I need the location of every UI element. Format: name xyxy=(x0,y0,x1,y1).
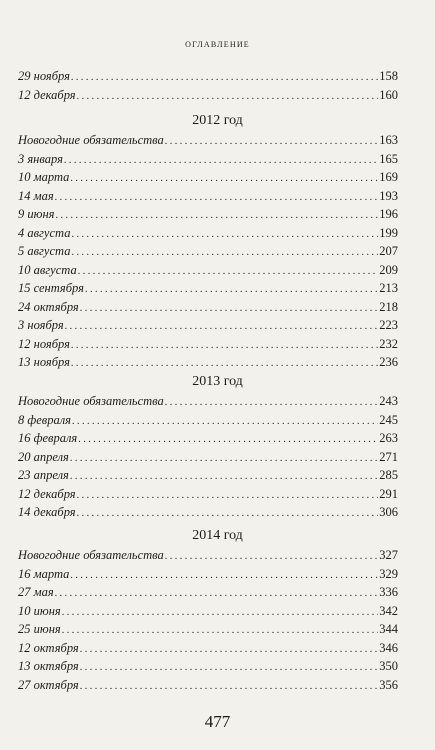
toc-entry xyxy=(18,67,398,86)
toc-entry-label: 14 мая xyxy=(18,188,54,203)
toc-entry xyxy=(18,298,398,317)
toc-entry-page: 329 xyxy=(379,566,398,581)
toc-entry-label: 16 марта xyxy=(18,566,70,581)
toc-entry-page: 160 xyxy=(379,87,398,102)
toc-entry-page: 291 xyxy=(379,486,398,501)
toc-entry-label: 9 июня xyxy=(18,207,55,221)
toc-leader-dots xyxy=(65,318,379,337)
toc-entry xyxy=(18,503,398,522)
toc-entry xyxy=(18,242,398,261)
toc-entry-page: 207 xyxy=(379,244,398,258)
toc-entry-page: 213 xyxy=(379,281,398,295)
page-number: 477 xyxy=(204,712,231,731)
toc-entry xyxy=(18,429,398,448)
toc-entry-label: 20 апреля xyxy=(18,449,69,464)
toc-entry xyxy=(18,279,398,298)
toc-entry xyxy=(18,205,398,224)
toc-section-2014 xyxy=(18,546,398,694)
toc-entry-label: 12 декабря xyxy=(18,87,76,102)
toc-entry-label: 14 декабря xyxy=(18,505,76,519)
toc-entry xyxy=(18,261,398,280)
toc-entry-page: 209 xyxy=(379,262,398,277)
toc-entry-label: 13 октября xyxy=(18,659,79,673)
toc-entry-label: 12 ноября xyxy=(18,336,70,351)
toc-entry-page: 271 xyxy=(379,449,398,464)
toc-leader-dots xyxy=(62,622,379,641)
toc-entry-page: 163 xyxy=(379,133,398,147)
toc-entry-label: 27 мая xyxy=(18,585,54,599)
toc-entry xyxy=(18,639,398,658)
toc-entry-label: 12 октября xyxy=(18,640,79,655)
toc-entry-label: 3 ноября xyxy=(18,318,64,332)
toc-entry-page: 196 xyxy=(379,207,398,221)
toc-entry-label: 15 сентября xyxy=(18,281,84,295)
toc-entry xyxy=(18,187,398,206)
toc-entry xyxy=(18,565,398,584)
toc-entry-page: 243 xyxy=(379,394,398,408)
toc-entry-page: 263 xyxy=(379,431,398,445)
toc-leader-dots xyxy=(64,152,378,171)
toc-entry-page: 285 xyxy=(379,468,398,482)
toc-entry-label: 4 августа xyxy=(18,225,71,240)
toc-leader-dots xyxy=(165,133,378,152)
toc-entry-label: 12 декабря xyxy=(18,486,76,501)
toc-leader-dots xyxy=(165,394,378,413)
toc-leader-dots xyxy=(71,337,378,356)
toc-leader-dots xyxy=(71,226,378,245)
toc-entry-page: 245 xyxy=(379,412,398,427)
toc-entry xyxy=(18,411,398,430)
toc-entry-label: 23 апреля xyxy=(18,468,69,482)
toc-entry-page: 232 xyxy=(379,336,398,351)
toc-entry xyxy=(18,466,398,485)
toc-entry-page: 236 xyxy=(379,355,398,369)
toc-entry-label: 3 января xyxy=(18,151,63,166)
toc-leader-dots xyxy=(80,678,379,697)
toc-entry xyxy=(18,583,398,602)
toc-leader-dots xyxy=(78,263,379,282)
toc-entry-label: 13 ноября xyxy=(18,355,70,369)
toc-leader-dots xyxy=(77,505,379,524)
toc-entry-label: 10 июня xyxy=(18,603,61,618)
toc-leader-dots xyxy=(70,450,378,469)
toc-leader-dots xyxy=(165,548,378,567)
toc-leader-dots xyxy=(62,604,379,623)
toc-entry-label: Новогодние обязательства xyxy=(18,133,164,147)
toc-leader-dots xyxy=(55,207,378,226)
toc-entry xyxy=(18,316,398,335)
toc-leader-dots xyxy=(71,244,378,263)
toc-leader-dots xyxy=(85,281,378,300)
toc-entry-page: 223 xyxy=(379,318,398,332)
toc-leader-dots xyxy=(80,641,379,660)
toc-entry xyxy=(18,676,398,695)
toc-leader-dots xyxy=(71,355,378,374)
toc-leader-dots xyxy=(72,413,378,432)
toc-section-carryover xyxy=(18,67,398,104)
toc-entry-page: 306 xyxy=(379,505,398,519)
toc-entry-page: 199 xyxy=(379,225,398,240)
toc-entry-page: 193 xyxy=(379,188,398,203)
toc-entry xyxy=(18,131,398,150)
toc-entry-label: 29 ноября xyxy=(18,69,70,83)
toc-entry-page: 169 xyxy=(379,170,398,184)
toc-entry-page: 158 xyxy=(379,69,398,83)
toc-entry-label: 5 августа xyxy=(18,244,71,258)
toc-entry xyxy=(18,657,398,676)
toc-entry-label: 25 июня xyxy=(18,622,61,636)
toc-entry xyxy=(18,150,398,169)
toc-entry-label: Новогодние обязательства xyxy=(18,548,164,562)
year-heading-2014: 2014 год xyxy=(192,528,243,543)
toc-entry-label: 27 октября xyxy=(18,677,79,692)
toc-leader-dots xyxy=(80,659,379,678)
toc-entry-label: 16 февраля xyxy=(18,431,78,445)
toc-leader-dots xyxy=(78,431,378,450)
toc-entry xyxy=(18,392,398,411)
toc-entry-label: 10 августа xyxy=(18,262,77,277)
toc-entry xyxy=(18,168,398,187)
toc-entry-page: 342 xyxy=(379,603,398,618)
toc-entry-page: 165 xyxy=(379,151,398,166)
toc-leader-dots xyxy=(70,170,378,189)
toc-entry-label: 10 марта xyxy=(18,170,70,184)
toc-leader-dots xyxy=(55,189,379,208)
toc-section-2013 xyxy=(18,392,398,522)
toc-entry-page: 350 xyxy=(379,659,398,673)
toc-entry-label: 8 февраля xyxy=(18,412,71,427)
toc-entry xyxy=(18,546,398,565)
toc-entry xyxy=(18,335,398,354)
toc-entry xyxy=(18,620,398,639)
toc-leader-dots xyxy=(80,300,379,319)
running-head: оглавление xyxy=(185,38,250,50)
toc-entry-page: 356 xyxy=(379,677,398,692)
toc-entry xyxy=(18,224,398,243)
toc-leader-dots xyxy=(70,468,378,487)
toc-entry-label: 24 октября xyxy=(18,299,79,314)
toc-entry xyxy=(18,448,398,467)
toc-leader-dots xyxy=(77,88,379,107)
toc-entry xyxy=(18,86,398,105)
toc-entry-page: 346 xyxy=(379,640,398,655)
toc-leader-dots xyxy=(71,69,378,88)
toc-entry xyxy=(18,485,398,504)
toc-entry-page: 344 xyxy=(379,622,398,636)
toc-leader-dots xyxy=(77,487,379,506)
toc-entry-page: 218 xyxy=(379,299,398,314)
year-heading-2012: 2012 год xyxy=(192,113,243,128)
toc-entry xyxy=(18,353,398,372)
toc-leader-dots xyxy=(70,567,378,586)
toc-entry xyxy=(18,602,398,621)
toc-entry-page: 336 xyxy=(379,585,398,599)
toc-entry-page: 327 xyxy=(379,548,398,562)
year-heading-2013: 2013 год xyxy=(192,374,243,389)
toc-section-2012 xyxy=(18,131,398,372)
toc-leader-dots xyxy=(55,585,379,604)
toc-entry-label: Новогодние обязательства xyxy=(18,394,164,408)
